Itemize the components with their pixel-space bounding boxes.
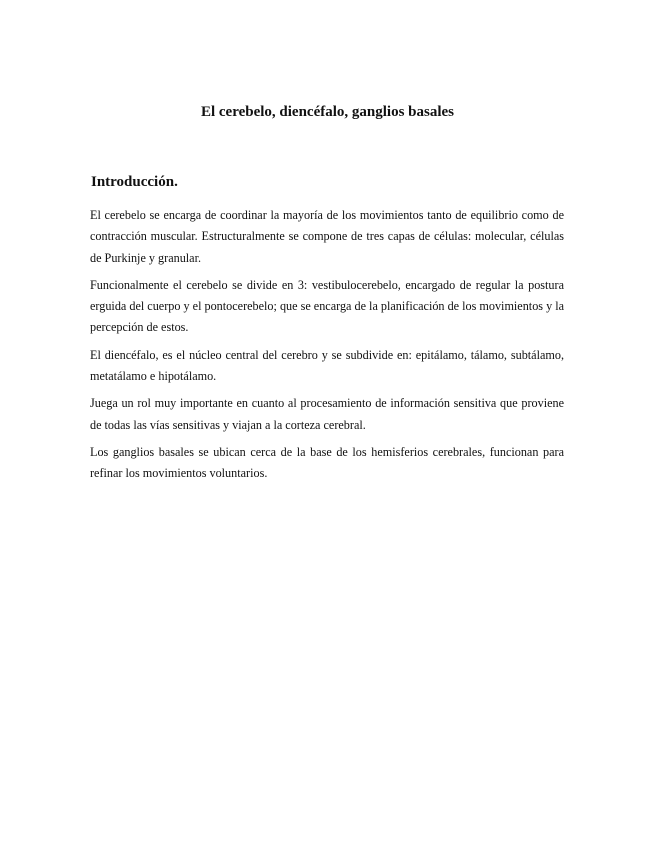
paragraph-cerebelo: El cerebelo se encarga de coordinar la mayoría de los movimientos tanto de equilibrio como de contracción muscular. Estructuralmente se compone de tres capas de células: molecular, células de Purkinje y granular. bbox=[90, 208, 564, 265]
document-title: El cerebelo, diencéfalo, ganglios basales bbox=[200, 104, 455, 120]
paragraph-procesamiento: Juega un rol muy importante en cuanto al procesamiento de información sensitiva que proviene de todas las vías sensitivas y viajan a la corteza cerebral. bbox=[90, 396, 564, 432]
section-heading-introduccion: Introducción. bbox=[91, 174, 178, 190]
paragraph-ganglios-basales: Los ganglios basales se ubican cerca de la base de los hemisferios cerebrales, funcionan para refinar los movimientos voluntarios. bbox=[90, 444, 564, 481]
paragraph-funcional: Funcionalmente el cerebelo se divide en 3: vestibulocerebelo, encargado de regular la postura erguida del cuerpo y el pontocerebelo; que se encarga de la planificación de los movimientos y la percepción de estos. bbox=[90, 277, 565, 335]
paragraph-diencefalo: El diencéfalo, es el núcleo central del cerebro y se subdivide en: epitálamo, tálamo, subtálamo, metatálamo e hipotálamo. bbox=[90, 347, 564, 384]
body-text bbox=[90, 205, 564, 491]
